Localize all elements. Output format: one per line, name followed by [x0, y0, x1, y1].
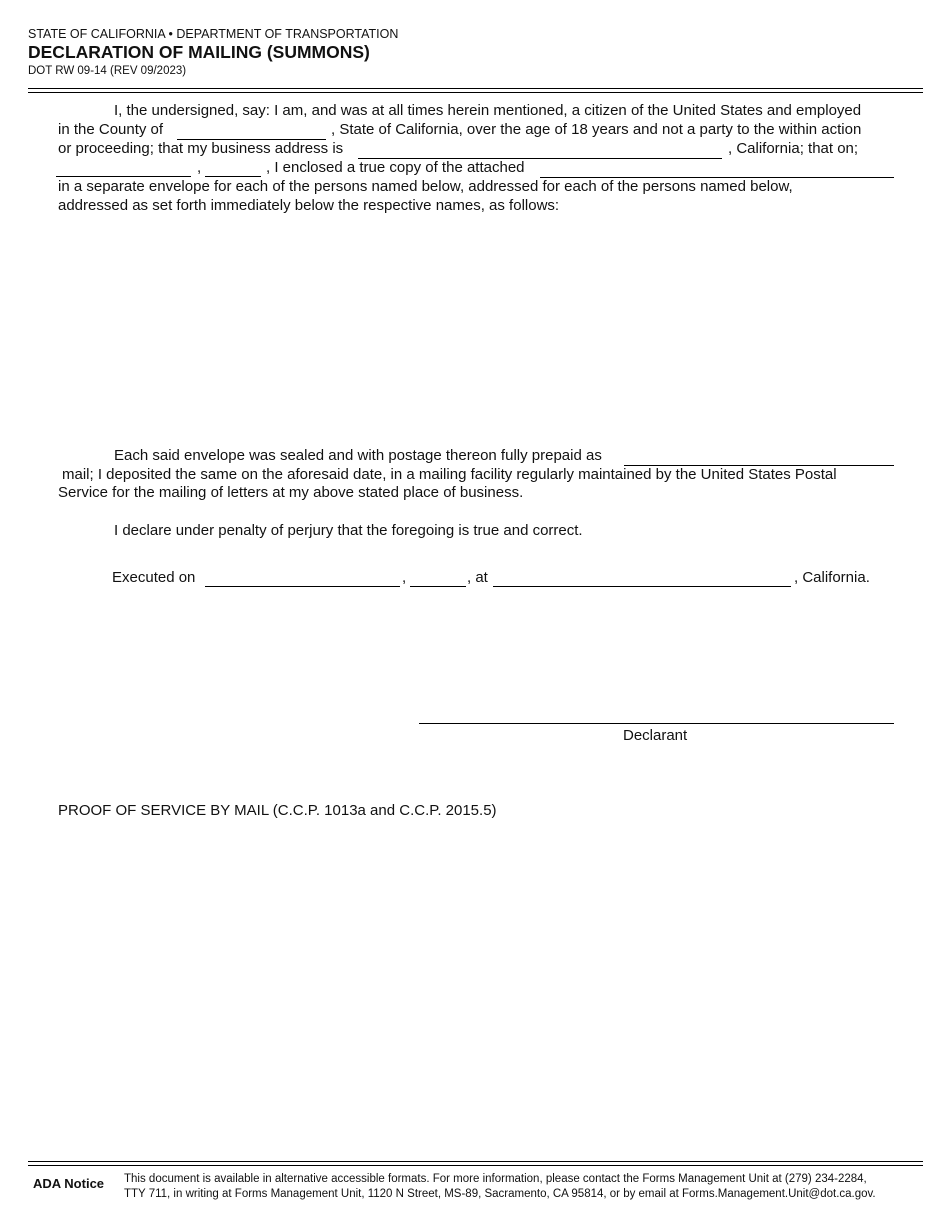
- p1-line-6: addressed as set forth immediately below the respective names, as follows:: [58, 197, 560, 214]
- executed-place-field[interactable]: [493, 568, 791, 587]
- p2-line-3: Service for the mailing of letters at my above stated place of business.: [58, 484, 524, 501]
- ada-notice-text: [124, 1172, 876, 1202]
- form-title: DECLARATION OF MAILING (SUMMONS): [28, 42, 370, 62]
- ada-notice-line-1: This document is available in alternative accessible formats. For more information, please contact the Forms Management Unit at (279) 234-2284,: [124, 1173, 867, 1185]
- mail-year-field[interactable]: [205, 158, 261, 177]
- enclosed-label: , I enclosed a true copy of the attached: [266, 159, 525, 176]
- p2-line-2: mail; I deposited the same on the aforesaid date, in a mailing facility regularly maintained by the United States Postal: [62, 466, 837, 483]
- agency-name: STATE OF CALIFORNIA • DEPARTMENT OF TRANSPORTATION: [28, 27, 399, 41]
- mail-date-field[interactable]: [56, 158, 191, 177]
- attached-document-field[interactable]: [540, 159, 894, 178]
- footer-rule-bottom: [28, 1165, 923, 1166]
- header-rule-bottom: [28, 92, 923, 93]
- mail-date-comma: ,: [197, 159, 202, 176]
- form-code: DOT RW 09-14 (REV 09/2023): [28, 65, 187, 77]
- business-address-field[interactable]: [358, 140, 722, 159]
- header-rule-top: [28, 88, 923, 89]
- executed-comma: ,: [402, 569, 407, 586]
- business-address-label: or proceeding; that my business address is: [58, 140, 344, 157]
- perjury-statement: I declare under penalty of perjury that the foregoing is true and correct.: [114, 522, 583, 539]
- postage-class-field[interactable]: [624, 447, 894, 466]
- executed-year-field[interactable]: [410, 568, 466, 587]
- p1-line-1: I, the undersigned, say: I am, and was at all times herein mentioned, a citizen of the United States and employed: [114, 102, 862, 119]
- executed-on-label: Executed on: [112, 569, 196, 586]
- executed-at-label: , at: [467, 569, 488, 586]
- county-label: in the County of: [58, 121, 164, 138]
- executed-california: , California.: [794, 569, 870, 586]
- executed-date-field[interactable]: [205, 568, 400, 587]
- ada-notice-label: ADA Notice: [33, 1176, 105, 1191]
- p2-line-1: Each said envelope was sealed and with postage thereon fully prepaid as: [114, 447, 602, 464]
- p1-line-3-suffix: , California; that on;: [728, 140, 859, 157]
- county-field[interactable]: [177, 121, 326, 140]
- footer-rule-top: [28, 1161, 923, 1162]
- p1-line-2-suffix: , State of California, over the age of 18 years and not a party to the within action: [331, 121, 862, 138]
- p1-line-5: in a separate envelope for each of the persons named below, addressed for each of the persons named below,: [58, 178, 793, 195]
- proof-of-service-heading: PROOF OF SERVICE BY MAIL (C.C.P. 1013a and C.C.P. 2015.5): [58, 802, 497, 819]
- ada-notice-line-2: TTY 711, in writing at Forms Management Unit, 1120 N Street, MS-89, Sacramento, CA 95814, or by email at Forms.Management.Unit@dot.ca.gov.: [124, 1188, 876, 1200]
- declarant-signature-field[interactable]: [419, 705, 894, 724]
- declarant-label: Declarant: [623, 727, 688, 744]
